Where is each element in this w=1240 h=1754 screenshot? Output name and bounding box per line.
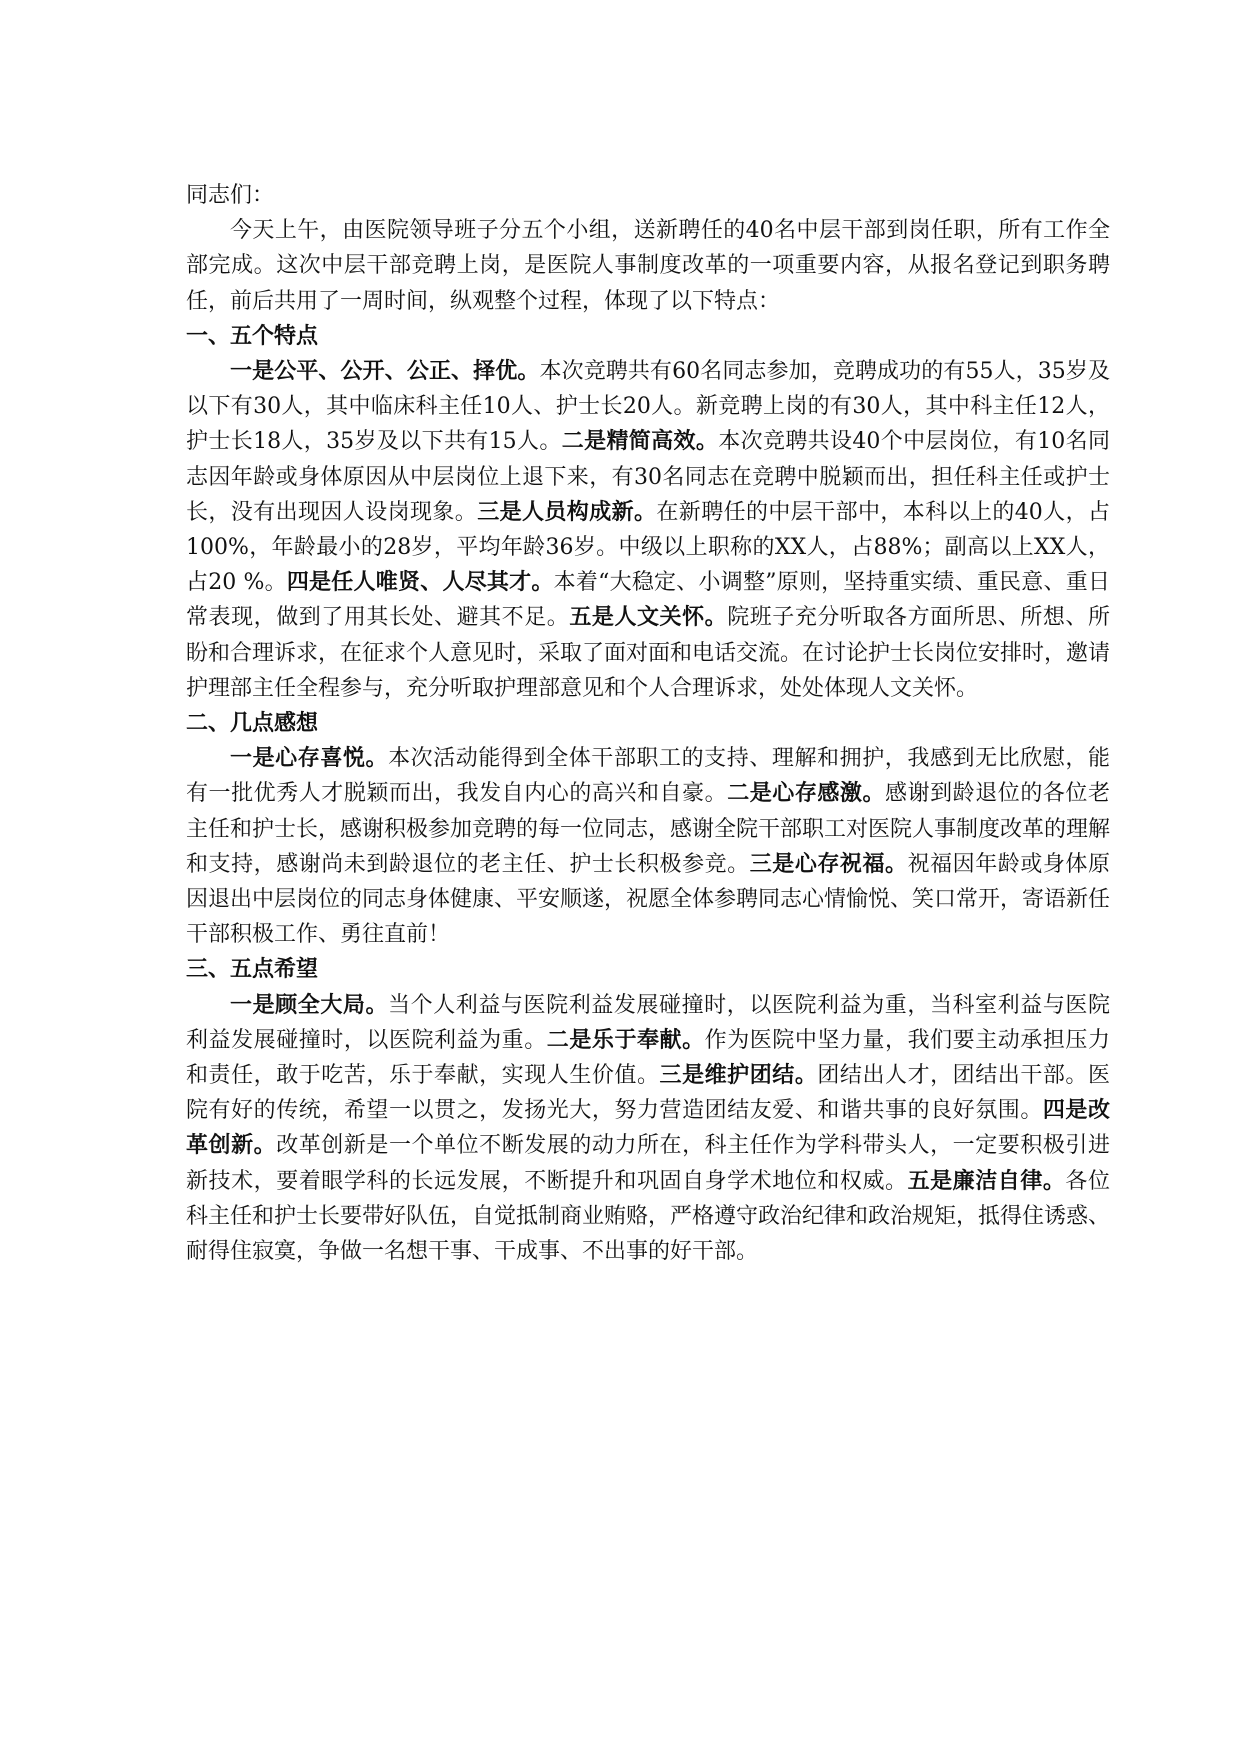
section-heading-3: 三、五点希望 (186, 956, 319, 983)
point-title: 四是任人唯贤、人尽其才。 (286, 569, 554, 596)
point-text: 各位科主任和护士长要带好队伍，自觉抵制商业贿赂，严格遵守政治纪律和政治规矩，抵得住诱惑、耐得住寂寞，争做一名想干事、干成事、不出事的好干部。 (186, 1168, 1111, 1265)
document-page (186, 178, 1110, 1269)
point-title: 二是心存感激。 (727, 780, 886, 807)
point-title: 三是人员构成新。 (477, 498, 657, 525)
point-text: 作为医院中坚力量，我们要主动承担压力和责任，敢于吃苦，乐于奉献，实现人生价值。 (186, 1027, 1110, 1089)
point-title: 五是人文关怀。 (569, 604, 728, 631)
section-heading-1: 一、五个特点 (186, 322, 319, 349)
point-text: 本次活动能得到全体干部职工的支持、理解和拥护，我感到无比欣慰，能有一批优秀人才脱颖而出，我发自内心的高兴和自豪。 (186, 746, 1110, 807)
section-2-paragraph (186, 741, 1110, 952)
point-title: 三是心存祝福。 (749, 850, 908, 877)
section-3-paragraph (186, 988, 1110, 1270)
point-title: 五是廉洁自律。 (907, 1167, 1066, 1194)
point-text: 团结出人才，团结出干部。医院有好的传统，希望一以贯之，发扬光大，努力营造团结友爱、和谐共事的良好氛围。 (186, 1063, 1110, 1124)
point-text: 本着“大稳定、小调整”原则，坚持重实绩、重民意、重日常表现，做到了用其长处、避其不足。 (186, 570, 1110, 631)
point-text: 当个人利益与医院利益发展碰撞时，以医院利益为重，当科室利益与医院利益发展碰撞时，以医院利益为重。 (186, 992, 1110, 1053)
point-title: 一是心存喜悦。 (230, 745, 389, 772)
point-text: 祝福因年龄或身体原因退出中层岗位的同志身体健康、平安顺遂，祝愿全体参聘同志心情愉悦、笑口常开，寄语新任干部积极工作、勇往直前！ (186, 851, 1111, 948)
point-text: 改革创新是一个单位不断发展的动力所在，科主任作为学科带头人，一定要积极引进新技术，要着眼学科的长远发展，不断提升和巩固自身学术地位和权威。 (186, 1133, 1110, 1194)
point-text: 本次竞聘共设40个中层岗位，有10名同志因年龄或身体原因从中层岗位上退下来，有30名同志在竞聘中脱颖而出，担任科主任或护士长，没有出现因人设岗现象。 (186, 429, 1110, 525)
point-title: 三是维护团结。 (659, 1062, 818, 1089)
point-title: 四是改革创新。 (186, 1097, 1110, 1159)
point-text: 在新聘任的中层干部中，本科以上的40人，占100%，年龄最小的28岁，平均年龄36岁。中级以上职称的XX人，占88%；副高以上XX人，占20 %。 (186, 499, 1110, 596)
point-title: 二是精简高效。 (561, 428, 719, 455)
point-title: 一是公平、公开、公正、择优。 (230, 358, 540, 385)
intro-paragraph: 今天上午，由医院领导班子分五个小组，送新聘任的40名中层干部到岗任职，所有工作全部完成。这次中层干部竞聘上岗，是医院人事制度改革的一项重要内容，从报名登记到职务聘任，前后共用了一周时间，纵观整个过程，体现了以下特点： (186, 218, 1110, 314)
point-text: 感谢到龄退位的各位老主任和护士长，感谢积极参加竞聘的每一位同志，感谢全院干部职工对医院人事制度改革的理解和支持，感谢尚未到龄退位的老主任、护士长积极参竞。 (186, 781, 1111, 877)
section-heading-2: 二、几点感想 (186, 710, 319, 737)
point-title: 一是顾全大局。 (230, 991, 389, 1018)
point-title: 二是乐于奉献。 (546, 1026, 705, 1053)
point-text: 院班子充分听取各方面所思、所想、所盼和合理诉求，在征求个人意见时，采取了面对面和电话交流。在讨论护士长岗位安排时，邀请护理部主任全程参与，充分听取护理部意见和个人合理诉求，处处体现人文关怀。 (186, 605, 1111, 701)
salutation: 同志们： (186, 183, 275, 208)
section-1-paragraph (186, 354, 1110, 706)
point-text: 本次竞聘共有60名同志参加，竞聘成功的有55人，35岁及以下有30人，其中临床科主任10人、护士长20人。新竞聘上岗的有30人，其中科主任12人，护士长18人，35岁及以下共有15人。 (186, 359, 1110, 455)
